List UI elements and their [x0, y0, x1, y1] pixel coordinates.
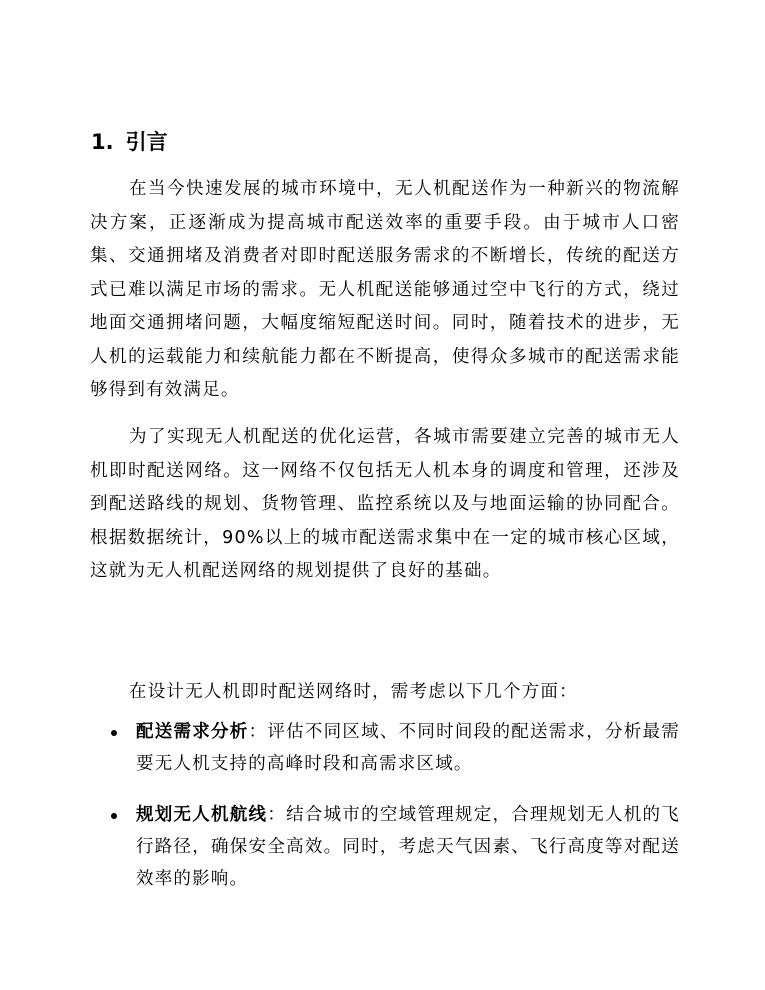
bullet-icon: [111, 813, 117, 819]
list-item: [90, 799, 680, 895]
section-number: 1.: [91, 130, 114, 155]
list-item-text: ：评估不同区域、不同时间段的配送需求，分析最需要无人机支持的高峰时段和高需求区域。: [136, 722, 680, 774]
body-paragraph: 在当今快速发展的城市环境中，无人机配送作为一种新兴的物流解决方案，正逐渐成为提高城市配送效率的重要手段。由于城市人口密集、交通拥堵及消费者对即时配送服务需求的不断增长，传统的配送方式已难以满足市场的需求。无人机配送能够通过空中飞行的方式，绕过地面交通拥堵问题，大幅度缩短配送时间。同时，随着技术的进步，无人机的运载能力和续航能力都在不断提高，使得众多城市的配送需求能够得到有效满足。: [90, 179, 680, 400]
section-heading: [91, 128, 168, 156]
body-paragraph: 为了实现无人机配送的优化运营，各城市需要建立完善的城市无人机即时配送网络。这一网络不仅包括无人机本身的调度和管理，还涉及到配送路线的规划、货物管理、监控系统以及与地面运输的协同配合。根据数据统计，90%以上的城市配送需求集中在一定的城市核心区域，这就为无人机配送网络的规划提供了良好的基础。: [90, 427, 680, 581]
section-title: 引言: [125, 130, 168, 155]
list-item-text: ：结合城市的空域管理规定，合理规划无人机的飞行路径，确保安全高效。同时，考虑天气因素、飞行高度等对配送效率的影响。: [136, 805, 680, 889]
bullet-icon: [111, 730, 117, 736]
list-item-term: 配送需求分析: [136, 722, 249, 742]
list-item: [90, 716, 680, 780]
body-paragraph: 在设计无人机即时配送网络时，需考虑以下几个方面：: [129, 682, 578, 702]
consideration-list: [90, 716, 680, 895]
list-item-term: 规划无人机航线: [136, 805, 268, 825]
